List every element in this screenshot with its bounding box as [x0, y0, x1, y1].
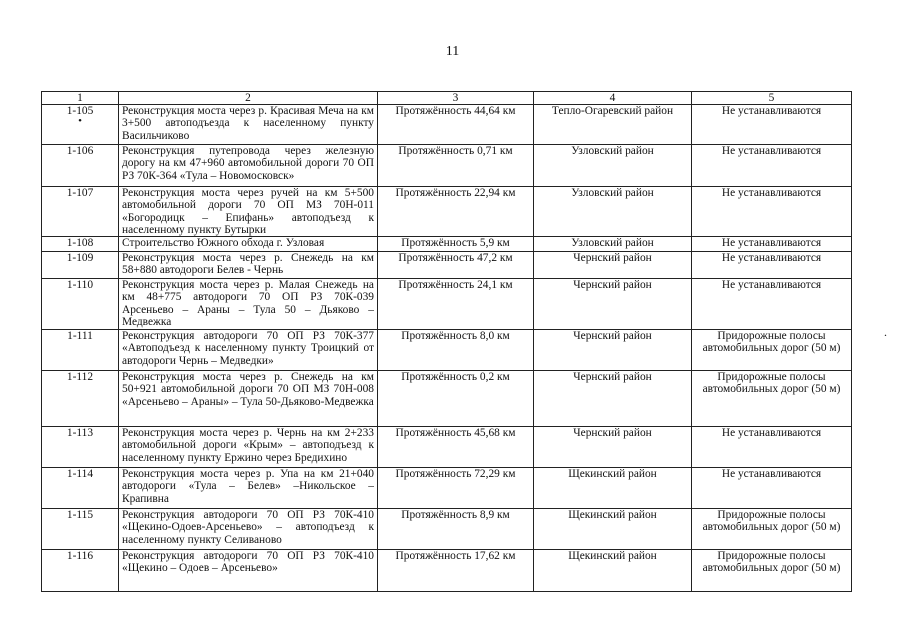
row-number-text: 1-114 [66, 468, 94, 481]
district-text: Чернский район [573, 252, 652, 265]
district-text: Узловский район [571, 237, 654, 250]
object-name [119, 371, 378, 427]
object-length [378, 105, 534, 145]
row-number-text: 1-107 [66, 187, 94, 200]
column-number-row [42, 92, 852, 105]
table-row [42, 427, 852, 468]
district-text: Узловский район [571, 187, 654, 200]
zone [692, 279, 852, 330]
zone-text: Не устанавливаются [721, 105, 822, 118]
zone-text: Не устанавливаются [721, 427, 822, 440]
object-length-text: Протяжённость 45,68 км [395, 427, 516, 440]
object-name [119, 279, 378, 330]
zone [692, 330, 852, 371]
zone-text: Придорожные полосы автомобильных дорог (50 м) [702, 550, 841, 575]
object-length [378, 550, 534, 592]
table-row [42, 145, 852, 187]
zone-text: Не устанавливаются [721, 252, 822, 265]
object-length [378, 427, 534, 468]
object-name-text: Реконструкция моста через р. Снежедь на км 50+921 автомобильной дороги 70 ОП МЗ 70Н-008 «Арсеньево – Араны» – Тула 50-Дьяково-Медвежка [122, 371, 374, 408]
object-name [119, 145, 378, 187]
district [534, 105, 692, 145]
district [534, 145, 692, 187]
row-number [42, 427, 119, 468]
row-number [42, 237, 119, 252]
object-name [119, 330, 378, 371]
zone [692, 105, 852, 145]
row-number-text: 1-110 [66, 279, 94, 292]
row-number-text: 1-108 [66, 237, 94, 250]
object-length-text: Протяжённость 17,62 км [395, 550, 516, 563]
object-name-text: Реконструкция моста через р. Красивая Меча на км 3+500 автоподъезда к населенному пункту Васильчиково [122, 105, 374, 142]
district [534, 279, 692, 330]
district [534, 427, 692, 468]
object-name [119, 237, 378, 252]
zone [692, 509, 852, 550]
zone [692, 145, 852, 187]
row-number [42, 330, 119, 371]
object-name-text: Реконструкция моста через р. Упа на км 21+040 автодороги «Тула – Белев» –Никольское – Крапивна [122, 468, 374, 505]
row-mark: • [78, 115, 82, 128]
column-number-4: 4 [534, 92, 692, 105]
district [534, 237, 692, 252]
table-row [42, 279, 852, 330]
table-row [42, 509, 852, 550]
zone-text: Придорожные полосы автомобильных дорог (50 м) [702, 509, 841, 534]
zone [692, 252, 852, 279]
object-length-text: Протяжённость 22,94 км [395, 187, 516, 200]
district-text: Щекинский район [568, 509, 657, 522]
row-number-text: 1-115 [66, 509, 94, 522]
object-name-text: Реконструкция путепровода через железную дорогу на км 47+960 автомобильной дороги 70 ОП РЗ 70К-364 «Тула – Новомосковск» [122, 145, 374, 182]
zone-text: Придорожные полосы автомобильных дорог (50 м) [702, 371, 841, 396]
object-length [378, 371, 534, 427]
row-number [42, 279, 119, 330]
district [534, 330, 692, 371]
object-length-text: Протяжённость 5,9 км [401, 237, 510, 250]
column-number-1: 1 [42, 92, 119, 105]
zone-text: Не устанавливаются [721, 187, 822, 200]
zone-text: Не устанавливаются [721, 279, 822, 292]
margin-mark: . [884, 325, 887, 339]
zone-text: Придорожные полосы автомобильных дорог (50 м) [702, 330, 841, 355]
district-text: Щекинский район [568, 468, 657, 481]
object-length-text: Протяжённость 47,2 км [398, 252, 513, 265]
district-text: Тепло-Огаревский район [551, 105, 674, 118]
object-name [119, 427, 378, 468]
column-number-3: 3 [378, 92, 534, 105]
object-name-text: Реконструкция моста через р. Снежедь на км 58+880 автодороги Белев - Чернь [122, 252, 374, 277]
object-length [378, 468, 534, 509]
object-name-text: Реконструкция автодороги 70 ОП РЗ 70К-377 «Автоподъезд к населенному пункту Троицкий от автодороги Чернь – Медведки» [122, 330, 374, 367]
row-number-text: 1-111 [67, 330, 93, 343]
district-text: Щекинский район [568, 550, 657, 563]
zone-text: Не устанавливаются [721, 237, 822, 250]
row-number [42, 105, 119, 145]
row-number [42, 145, 119, 187]
row-number-text: 1-113 [66, 427, 94, 440]
row-number [42, 252, 119, 279]
object-name [119, 468, 378, 509]
objects-table [41, 91, 852, 592]
zone [692, 237, 852, 252]
district [534, 550, 692, 592]
table-row [42, 187, 852, 237]
object-length [378, 279, 534, 330]
row-number [42, 509, 119, 550]
object-length-text: Протяжённость 24,1 км [398, 279, 513, 292]
zone [692, 427, 852, 468]
district [534, 371, 692, 427]
zone [692, 187, 852, 237]
row-number-text: 1-109 [66, 252, 94, 265]
row-number-text: 1-112 [66, 371, 94, 384]
district [534, 187, 692, 237]
table-row [42, 330, 852, 371]
object-length [378, 252, 534, 279]
object-name [119, 509, 378, 550]
column-number-5: 5 [692, 92, 852, 105]
zone [692, 468, 852, 509]
table-row [42, 252, 852, 279]
row-number [42, 187, 119, 237]
zone-text: Не устанавливаются [721, 468, 822, 481]
zone [692, 550, 852, 592]
object-length [378, 145, 534, 187]
district-text: Чернский район [573, 279, 652, 292]
object-name [119, 252, 378, 279]
row-number [42, 468, 119, 509]
district [534, 252, 692, 279]
row-number-text: 1-116 [66, 550, 94, 563]
row-number [42, 371, 119, 427]
object-name-text: Реконструкция автодороги 70 ОП РЗ 70К-410 «Щекино-Одоев-Арсеньево» – автоподъезд к населенному пункту Селиваново [122, 509, 374, 546]
district-text: Узловский район [571, 145, 654, 158]
object-name-text: Реконструкция автодороги 70 ОП РЗ 70К-410 «Щекино – Одоев – Арсеньево» [122, 550, 374, 575]
zone [692, 371, 852, 427]
page-number: 11 [445, 44, 460, 59]
object-name-text: Реконструкция моста через р. Малая Снежедь на км 48+775 автодороги 70 ОП РЗ 70К-039 Арсеньево – Араны – Тула 50 – Дьяково – Медвежка [122, 279, 374, 328]
object-length [378, 187, 534, 237]
object-length [378, 330, 534, 371]
object-name-text: Реконструкция моста через ручей на км 5+500 автомобильной дороги 70 ОП МЗ 70Н-011 «Богородицк – Епифань» автоподъезд к населенному пункту Бутырки [122, 187, 374, 236]
object-length [378, 237, 534, 252]
object-name [119, 550, 378, 592]
row-number [42, 550, 119, 592]
object-length-text: Протяжённость 8,9 км [401, 509, 510, 522]
object-length-text: Протяжённость 0,2 км [401, 371, 510, 384]
object-length-text: Протяжённость 44,64 км [395, 105, 516, 118]
table-row [42, 371, 852, 427]
row-number-text: 1-105 [66, 105, 94, 118]
object-name [119, 187, 378, 237]
table-row [42, 105, 852, 145]
object-length-text: Протяжённость 0,71 км [398, 145, 513, 158]
district-text: Чернский район [573, 371, 652, 384]
zone-text: Не устанавливаются [721, 145, 822, 158]
object-name [119, 105, 378, 145]
object-length [378, 509, 534, 550]
table-row [42, 550, 852, 592]
district [534, 509, 692, 550]
table-row [42, 468, 852, 509]
district-text: Чернский район [573, 330, 652, 343]
district [534, 468, 692, 509]
row-number-text: 1-106 [66, 145, 94, 158]
object-length-text: Протяжённость 72,29 км [395, 468, 516, 481]
district-text: Чернский район [573, 427, 652, 440]
column-number-2: 2 [119, 92, 378, 105]
object-name-text: Реконструкция моста через р. Чернь на км 2+233 автомобильной дороги «Крым» – автоподъезд к населенному пункту Ержино через Бредихино [122, 427, 374, 464]
object-length-text: Протяжённость 8,0 км [401, 330, 510, 343]
table-row [42, 237, 852, 252]
object-name-text: Строительство Южного обхода г. Узловая [122, 237, 325, 250]
